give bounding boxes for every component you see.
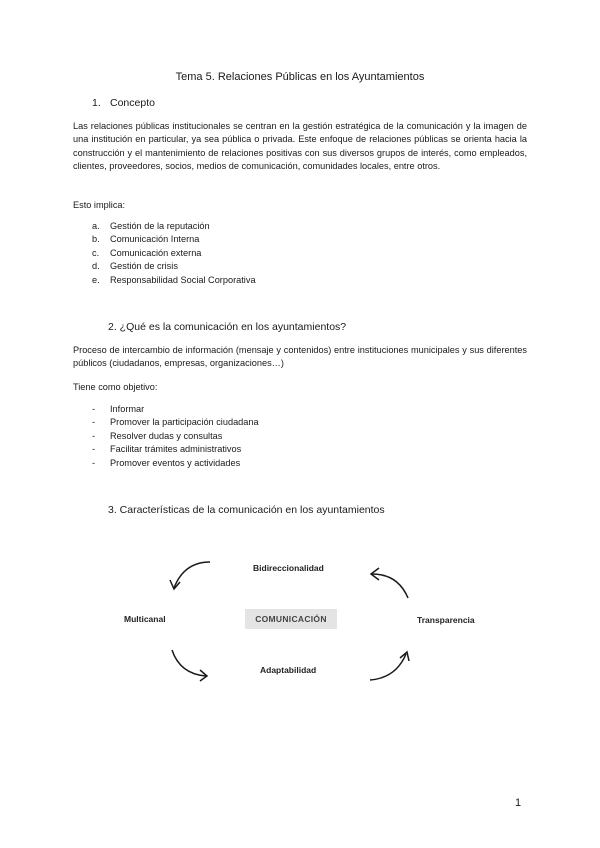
diagram-center-box: COMUNICACIÓN	[245, 609, 337, 629]
list-item-text: Responsabilidad Social Corporativa	[110, 274, 256, 285]
list-marker: -	[92, 444, 96, 455]
list-item	[92, 403, 259, 416]
section-1-number: 1.	[92, 97, 101, 109]
list-item	[92, 430, 259, 443]
list-marker: -	[92, 430, 96, 441]
list-item-text: Promover eventos y actividades	[110, 457, 241, 468]
section-1-title: Concepto	[110, 97, 155, 109]
implies-label: Esto implica:	[73, 200, 126, 210]
list-item-text: Gestión de la reputación	[110, 221, 210, 231]
curved-arrow-icon	[168, 646, 214, 682]
objective-label: Tiene como objetivo:	[73, 382, 158, 392]
list-item-text: Resolver dudas y consultas	[110, 430, 223, 441]
list-marker: a.	[92, 221, 100, 231]
list-item-text: Facilitar trámites administrativos	[110, 444, 242, 455]
list-item	[92, 416, 259, 429]
list-item	[92, 443, 259, 456]
curved-arrow-icon	[366, 648, 412, 684]
list-item	[92, 260, 256, 273]
list-marker: b.	[92, 234, 100, 245]
section-2-paragraph: Proceso de intercambio de información (mensaje y contenidos) entre instituciones municipales y sus diferentes públicos (ciudadanos, empresas, organizaciones…)	[73, 345, 527, 369]
list-item-text: Informar	[110, 404, 145, 414]
list-marker: c.	[92, 247, 100, 258]
list-item	[92, 247, 256, 260]
objective-list	[92, 403, 259, 470]
list-marker: -	[92, 404, 96, 414]
list-marker: e.	[92, 274, 100, 285]
diagram-label-bottom: Adaptabilidad	[260, 665, 317, 675]
diagram-label-right: Transparencia	[417, 615, 475, 625]
curved-arrow-icon	[366, 566, 412, 602]
list-item	[92, 274, 256, 287]
communication-diagram	[112, 548, 482, 690]
list-marker: -	[92, 417, 96, 428]
section-2-heading: 2. ¿Qué es la comunicación en los ayuntamientos?	[108, 321, 347, 333]
curved-arrow-icon	[168, 556, 214, 594]
list-marker: -	[92, 457, 96, 468]
page-number: 1	[515, 797, 522, 809]
list-item	[92, 233, 256, 246]
section-1-heading	[92, 97, 155, 109]
list-item-text: Gestión de crisis	[110, 261, 178, 272]
implies-list	[92, 220, 256, 287]
document-title: Tema 5. Relaciones Públicas en los Ayuntamientos	[175, 71, 425, 83]
section-3-heading: 3. Características de la comunicación en los ayuntamientos	[108, 504, 385, 516]
diagram-label-left: Multicanal	[124, 614, 166, 624]
list-item-text: Comunicación Interna	[110, 234, 200, 245]
section-1-paragraph: Las relaciones públicas institucionales se centran en la gestión estratégica de la comunicación y la imagen de una institución en particular, ya sea pública o privada. Este enfoque de relaciones públicas se orienta hacia la construcción y el mantenimiento de relaciones positivas con sus diversos grupos de interés, como empleados, clientes, proveedores, socios, medios de comunicación, comunidades locales, entre otros.	[73, 121, 527, 172]
list-marker: d.	[92, 261, 100, 272]
list-item	[92, 457, 259, 470]
diagram-label-top: Bidireccionalidad	[253, 563, 324, 573]
list-item-text: Comunicación externa	[110, 247, 202, 258]
list-item-text: Promover la participación ciudadana	[110, 417, 259, 428]
list-item	[92, 220, 256, 233]
